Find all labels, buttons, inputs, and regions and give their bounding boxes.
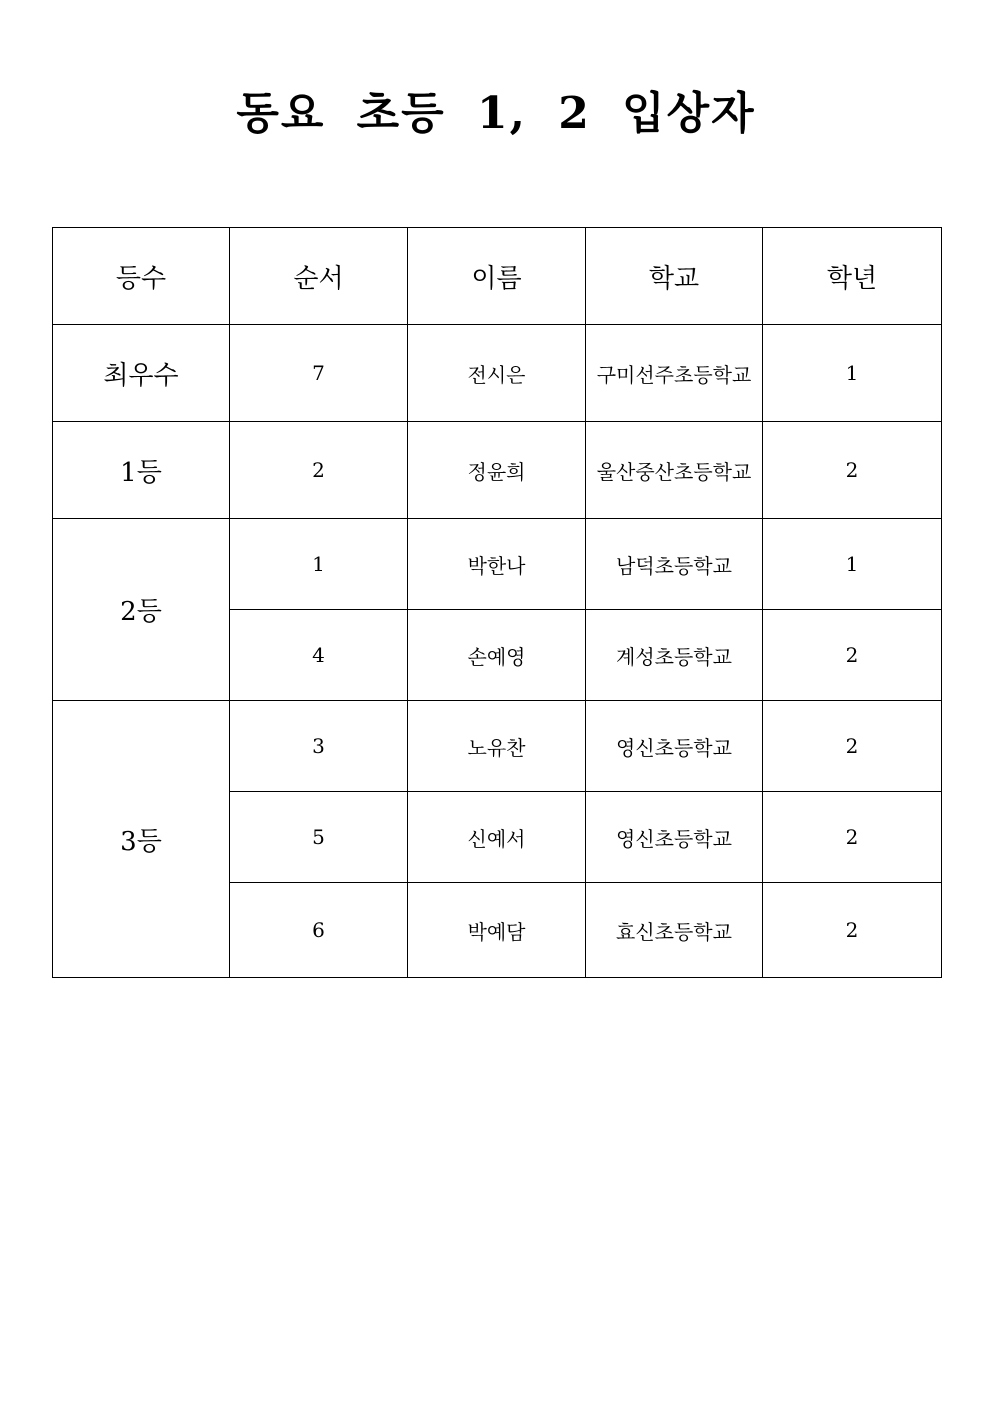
grade-cell: 2	[763, 701, 942, 792]
order-cell: 1	[230, 519, 408, 610]
table-row	[53, 422, 942, 519]
header-row	[53, 228, 942, 325]
school-cell: 효신초등학교	[586, 883, 763, 978]
order-cell: 3	[230, 701, 408, 792]
school-cell: 구미선주초등학교	[586, 325, 763, 422]
rank-cell-third: 3등	[53, 701, 230, 978]
page-title: 동요 초등 1, 2 입상자	[236, 88, 756, 139]
name-cell: 전시은	[408, 325, 586, 422]
rank-cell-top: 최우수	[53, 325, 230, 422]
grade-cell: 1	[763, 519, 942, 610]
grade-cell: 2	[763, 610, 942, 701]
header-grade: 학년	[763, 228, 942, 325]
grade-cell: 1	[763, 325, 942, 422]
school-cell: 남덕초등학교	[586, 519, 763, 610]
grade-cell: 2	[763, 792, 942, 883]
rank-cell-first: 1등	[53, 422, 230, 519]
order-cell: 5	[230, 792, 408, 883]
header-school: 학교	[586, 228, 763, 325]
header-order: 순서	[230, 228, 408, 325]
name-cell: 박예담	[408, 883, 586, 978]
table-row	[53, 325, 942, 422]
school-cell: 계성초등학교	[586, 610, 763, 701]
order-cell: 4	[230, 610, 408, 701]
school-cell: 영신초등학교	[586, 701, 763, 792]
order-cell: 2	[230, 422, 408, 519]
table-row	[53, 519, 942, 610]
results-table	[52, 227, 942, 978]
order-cell: 6	[230, 883, 408, 978]
name-cell: 정윤희	[408, 422, 586, 519]
table-row	[53, 701, 942, 792]
school-cell: 영신초등학교	[586, 792, 763, 883]
name-cell: 손예영	[408, 610, 586, 701]
name-cell: 노유찬	[408, 701, 586, 792]
rank-cell-second: 2등	[53, 519, 230, 701]
name-cell: 신예서	[408, 792, 586, 883]
name-cell: 박한나	[408, 519, 586, 610]
school-cell: 울산중산초등학교	[586, 422, 763, 519]
header-rank: 등수	[53, 228, 230, 325]
order-cell: 7	[230, 325, 408, 422]
grade-cell: 2	[763, 422, 942, 519]
header-name: 이름	[408, 228, 586, 325]
grade-cell: 2	[763, 883, 942, 978]
